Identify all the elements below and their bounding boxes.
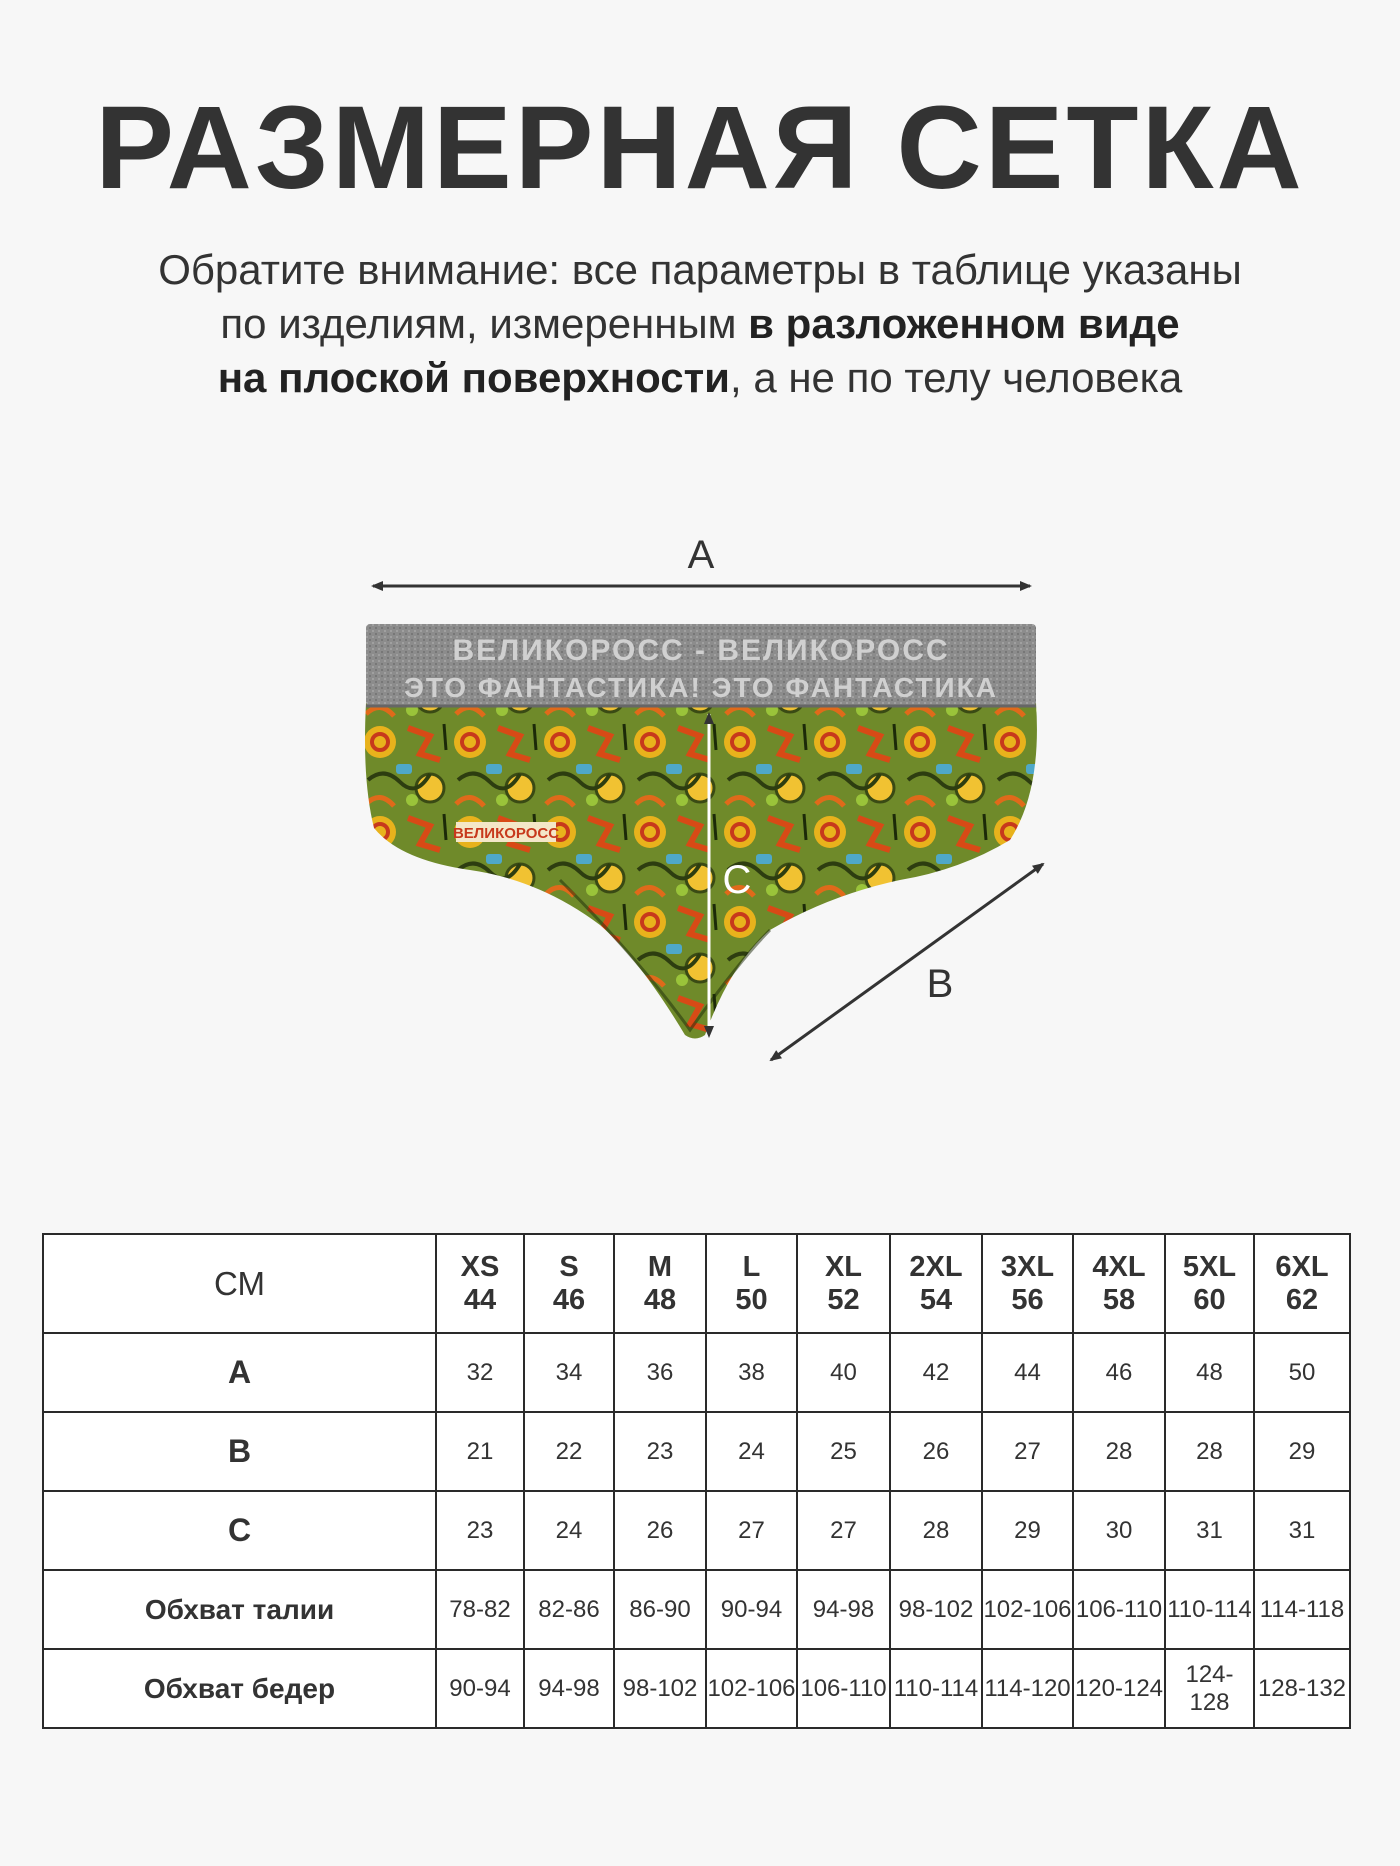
table-cell: 42 xyxy=(890,1333,982,1412)
dimension-c-label: C xyxy=(722,858,752,902)
table-cell: 98-102 xyxy=(614,1649,706,1728)
table-cell: 48 xyxy=(1165,1333,1254,1412)
table-cell: 31 xyxy=(1165,1491,1254,1570)
table-cell: 26 xyxy=(614,1491,706,1570)
size-number: 52 xyxy=(827,1283,860,1316)
table-cell: 27 xyxy=(706,1491,797,1570)
table-row-b xyxy=(43,1412,1350,1491)
table-cell: 94-98 xyxy=(524,1649,614,1728)
table-cell: 31 xyxy=(1254,1491,1350,1570)
subtitle-line-3-bold: на плоской поверхности xyxy=(217,354,730,401)
table-corner-units: СМ xyxy=(43,1234,436,1333)
table-cell: 106-110 xyxy=(797,1649,890,1728)
size-number: 54 xyxy=(919,1283,953,1316)
size-number: 62 xyxy=(1285,1283,1319,1316)
table-cell: 23 xyxy=(436,1491,524,1570)
waistband-text-top: ВЕЛИКОРОСС - ВЕЛИКОРОСС xyxy=(452,634,950,667)
table-cell: 28 xyxy=(1165,1412,1254,1491)
table-row-waist xyxy=(43,1570,1350,1649)
table-cell: 34 xyxy=(524,1333,614,1412)
size-header-2xl xyxy=(890,1234,982,1333)
size-label: M xyxy=(647,1250,673,1283)
size-label: S xyxy=(559,1250,579,1283)
size-header-xl xyxy=(797,1234,890,1333)
size-header-m xyxy=(614,1234,706,1333)
size-chart-table xyxy=(42,1233,1351,1729)
table-cell: 27 xyxy=(982,1412,1073,1491)
subtitle-line-3 xyxy=(0,351,1400,405)
row-label: C xyxy=(43,1491,436,1570)
subtitle-line-1: Обратите внимание: все параметры в таблице указаны xyxy=(158,246,1242,293)
size-header-6xl xyxy=(1254,1234,1350,1333)
table-row-hips xyxy=(43,1649,1350,1728)
table-cell: 98-102 xyxy=(890,1570,982,1649)
table-cell: 114-120 xyxy=(982,1649,1073,1728)
table-cell: 38 xyxy=(706,1333,797,1412)
size-header-s xyxy=(524,1234,614,1333)
size-label: L xyxy=(742,1250,761,1283)
size-number: 56 xyxy=(1011,1283,1044,1316)
size-label: XL xyxy=(824,1250,863,1283)
table-cell: 90-94 xyxy=(436,1649,524,1728)
subtitle-line-2-bold: в разложенном виде xyxy=(748,300,1180,347)
table-cell: 28 xyxy=(890,1491,982,1570)
subtitle-line-2 xyxy=(0,297,1400,351)
dimension-b-label: B xyxy=(926,962,954,1006)
table-cell: 128-132 xyxy=(1254,1649,1350,1728)
table-cell: 102-106 xyxy=(982,1570,1073,1649)
row-label: B xyxy=(43,1412,436,1491)
table-cell: 106-110 xyxy=(1073,1570,1165,1649)
size-number: 46 xyxy=(552,1283,586,1316)
table-cell: 26 xyxy=(890,1412,982,1491)
size-header-xs xyxy=(436,1234,524,1333)
table-cell: 44 xyxy=(982,1333,1073,1412)
table-cell: 124-128 xyxy=(1165,1649,1254,1728)
table-cell: 50 xyxy=(1254,1333,1350,1412)
table-cell: 23 xyxy=(614,1412,706,1491)
print-label: ВЕЛИКОРОСС xyxy=(452,825,560,842)
subtitle-line-3-text: , а не по телу человека xyxy=(729,354,1183,401)
table-cell: 25 xyxy=(797,1412,890,1491)
garment-diagram xyxy=(0,520,1400,1080)
size-label: 2XL xyxy=(909,1250,963,1283)
waistband-text-bottom: ЭТО ФАНТАСТИКА! ЭТО ФАНТАСТИКА xyxy=(403,672,999,703)
size-number: 44 xyxy=(463,1283,497,1316)
row-label: Обхват бедер xyxy=(43,1649,436,1728)
table-cell: 90-94 xyxy=(706,1570,797,1649)
table-cell: 78-82 xyxy=(436,1570,524,1649)
table-cell: 30 xyxy=(1073,1491,1165,1570)
table-cell: 110-114 xyxy=(890,1649,982,1728)
row-label: Обхват талии xyxy=(43,1570,436,1649)
size-label: 3XL xyxy=(1000,1250,1055,1283)
table-cell: 110-114 xyxy=(1165,1570,1254,1649)
size-label: 6XL xyxy=(1275,1250,1329,1283)
table-cell: 27 xyxy=(797,1491,890,1570)
table-cell: 21 xyxy=(436,1412,524,1491)
table-cell: 82-86 xyxy=(524,1570,614,1649)
size-number: 58 xyxy=(1102,1283,1136,1316)
table-cell: 114-118 xyxy=(1254,1570,1350,1649)
table-cell: 46 xyxy=(1073,1333,1165,1412)
table-cell: 94-98 xyxy=(797,1570,890,1649)
size-header-5xl xyxy=(1165,1234,1254,1333)
page-title: РАЗМЕРНАЯ СЕТКА xyxy=(95,82,1305,214)
subtitle-note xyxy=(0,243,1400,405)
size-label: 5XL xyxy=(1182,1250,1237,1283)
size-number: 60 xyxy=(1193,1283,1226,1316)
row-label: A xyxy=(43,1333,436,1412)
table-cell: 102-106 xyxy=(706,1649,797,1728)
size-label: XS xyxy=(460,1250,500,1283)
dimension-a-label: A xyxy=(687,533,715,577)
table-header-row xyxy=(43,1234,1350,1333)
table-row-a xyxy=(43,1333,1350,1412)
size-number: 50 xyxy=(735,1283,768,1316)
size-label: 4XL xyxy=(1092,1250,1146,1283)
table-cell: 24 xyxy=(706,1412,797,1491)
size-header-3xl xyxy=(982,1234,1073,1333)
table-cell: 86-90 xyxy=(614,1570,706,1649)
table-cell: 36 xyxy=(614,1333,706,1412)
table-cell: 28 xyxy=(1073,1412,1165,1491)
size-header-4xl xyxy=(1073,1234,1165,1333)
table-row-c xyxy=(43,1491,1350,1570)
table-cell: 29 xyxy=(1254,1412,1350,1491)
table-cell: 29 xyxy=(982,1491,1073,1570)
table-cell: 24 xyxy=(524,1491,614,1570)
size-number: 48 xyxy=(643,1283,677,1316)
table-cell: 40 xyxy=(797,1333,890,1412)
size-header-l xyxy=(706,1234,797,1333)
table-cell: 32 xyxy=(436,1333,524,1412)
table-cell: 22 xyxy=(524,1412,614,1491)
table-cell: 120-124 xyxy=(1073,1649,1165,1728)
subtitle-line-2-text: по изделиям, измеренным xyxy=(220,300,749,347)
